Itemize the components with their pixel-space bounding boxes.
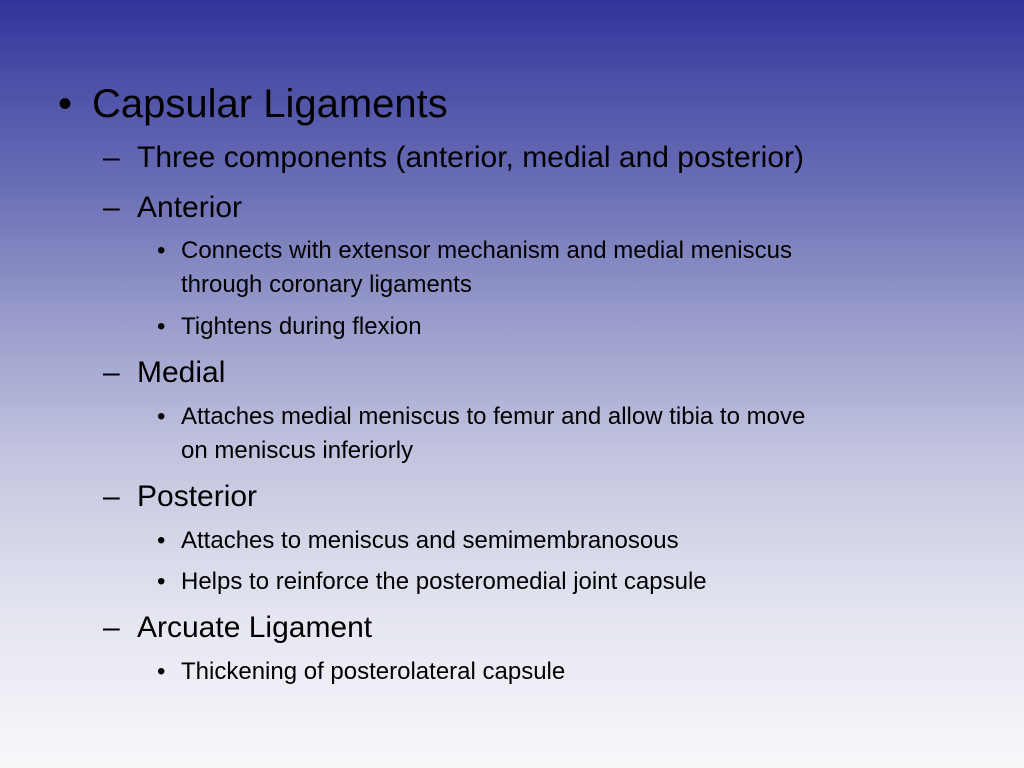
- dash-marker: –: [103, 356, 120, 389]
- bullet-marker: •: [157, 658, 166, 685]
- list-item-text: Medial: [137, 356, 226, 389]
- dash-marker: –: [103, 611, 120, 644]
- heading-bullet: •: [58, 82, 73, 126]
- bullet-marker: •: [157, 568, 166, 595]
- sub-item-line: Tightens during flexion: [181, 313, 422, 340]
- list-item-text: Anterior: [137, 191, 243, 224]
- heading-text: Capsular Ligaments: [92, 82, 448, 126]
- list-item-text: Three components (anterior, medial and posterior): [137, 141, 805, 174]
- list-item-text: Posterior: [137, 480, 258, 513]
- dash-marker: –: [103, 191, 120, 224]
- sub-item-line: Attaches medial meniscus to femur and allow tibia to move: [181, 403, 806, 430]
- sub-item-line: Thickening of posterolateral capsule: [181, 658, 566, 685]
- sub-item-line: on meniscus inferiorly: [181, 437, 414, 464]
- bullet-marker: •: [157, 237, 166, 264]
- sub-item-line: Helps to reinforce the posteromedial joint capsule: [181, 568, 707, 595]
- list-item-text: Arcuate Ligament: [137, 611, 373, 644]
- dash-marker: –: [103, 141, 120, 174]
- sub-item-line: Attaches to meniscus and semimembranosous: [181, 527, 679, 554]
- bullet-marker: •: [157, 403, 166, 430]
- dash-marker: –: [103, 480, 120, 513]
- bullet-marker: •: [157, 313, 166, 340]
- sub-item-line: Connects with extensor mechanism and medial meniscus: [181, 237, 792, 264]
- sub-item-line: through coronary ligaments: [181, 271, 472, 298]
- bullet-marker: •: [157, 527, 166, 554]
